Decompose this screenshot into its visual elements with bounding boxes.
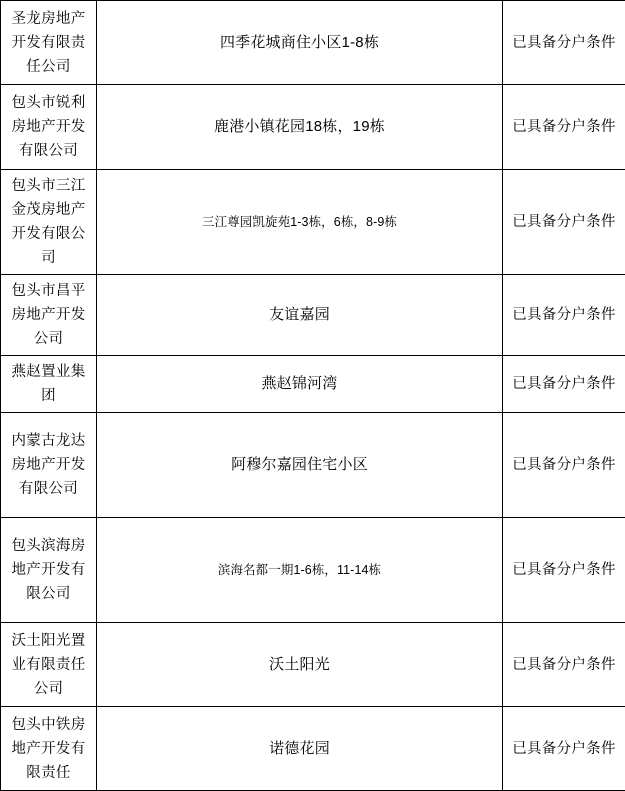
table-row [1, 518, 625, 623]
project-cell: 友谊嘉园 [97, 275, 503, 356]
status-cell: 已具备分户条件 [503, 1, 625, 85]
project-cell: 诺德花园 [97, 707, 503, 791]
project-cell: 燕赵锦河湾 [97, 356, 503, 413]
status-cell: 已具备分户条件 [503, 623, 625, 707]
project-cell: 滨海名都一期1-6栋，11-14栋 [97, 518, 503, 623]
table-row [1, 707, 625, 791]
status-cell: 已具备分户条件 [503, 707, 625, 791]
project-cell: 沃土阳光 [97, 623, 503, 707]
developer-cell: 燕赵置业集团 [1, 356, 97, 413]
table-row [1, 85, 625, 170]
table-row [1, 413, 625, 518]
developer-cell: 包头中铁房地产开发有限责任 [1, 707, 97, 791]
table-row [1, 170, 625, 275]
developer-cell: 包头市昌平房地产开发公司 [1, 275, 97, 356]
developer-cell: 包头市锐利房地产开发有限公司 [1, 85, 97, 170]
developer-cell: 沃土阳光置业有限责任公司 [1, 623, 97, 707]
status-cell: 已具备分户条件 [503, 170, 625, 275]
status-cell: 已具备分户条件 [503, 356, 625, 413]
table-row [1, 623, 625, 707]
table-row [1, 275, 625, 356]
project-cell: 三江尊园凯旋苑1-3栋，6栋，8-9栋 [97, 170, 503, 275]
project-cell: 阿穆尔嘉园住宅小区 [97, 413, 503, 518]
status-cell: 已具备分户条件 [503, 85, 625, 170]
status-cell: 已具备分户条件 [503, 275, 625, 356]
developer-cell: 内蒙古龙达房地产开发有限公司 [1, 413, 97, 518]
developer-cell: 包头市三江金茂房地产开发有限公司 [1, 170, 97, 275]
table-row [1, 1, 625, 85]
project-cell: 四季花城商住小区1-8栋 [97, 1, 503, 85]
table-row [1, 356, 625, 413]
project-cell: 鹿港小镇花园18栋，19栋 [97, 85, 503, 170]
developer-cell: 圣龙房地产开发有限责任公司 [1, 1, 97, 85]
status-cell: 已具备分户条件 [503, 518, 625, 623]
status-cell: 已具备分户条件 [503, 413, 625, 518]
developer-cell: 包头滨海房地产开发有限公司 [1, 518, 97, 623]
